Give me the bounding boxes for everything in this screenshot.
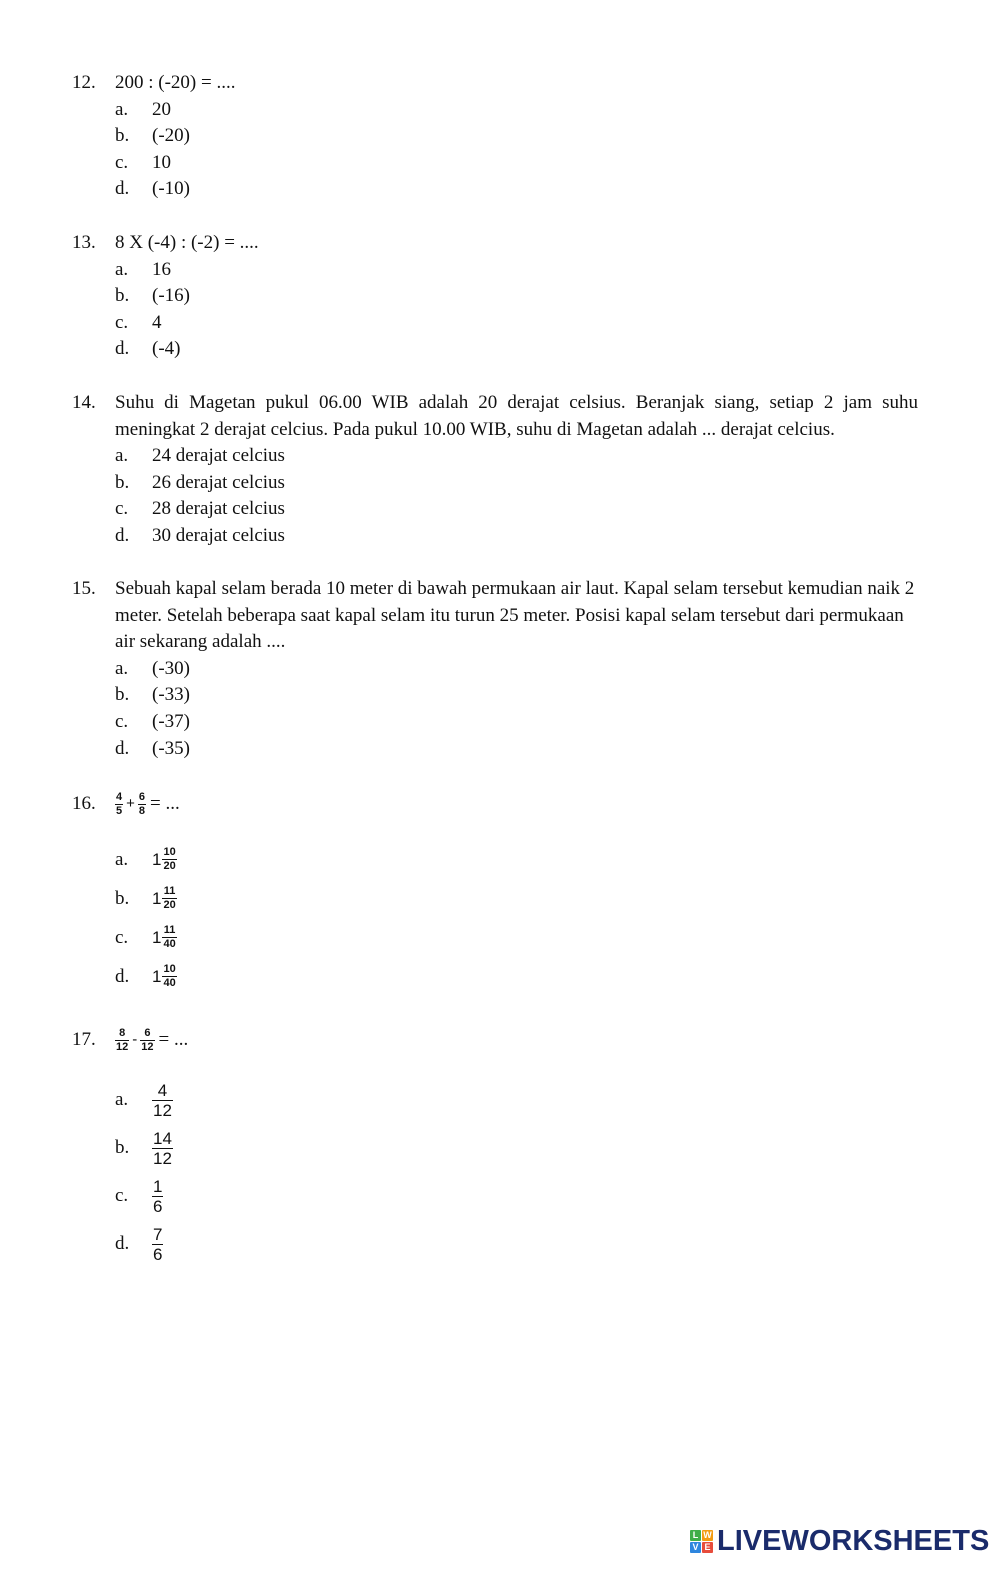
option-letter: b. [115, 285, 130, 307]
fraction: $\frac{7}{6}$ [153, 1224, 163, 1264]
option-d[interactable] [115, 336, 918, 363]
options-list [115, 656, 918, 762]
option-letter: a. [115, 657, 129, 679]
option-letter: c. [115, 151, 129, 173]
options-list [115, 257, 918, 363]
mixed-fraction: 1 $\frac{11}{40}$ [152, 924, 176, 950]
option-text: 16 [152, 258, 171, 280]
option-letter: d. [115, 1233, 130, 1254]
logo-mark-icon: L W V E [690, 1530, 713, 1553]
option-c[interactable] [115, 150, 918, 177]
option-text: (-16) [152, 285, 190, 307]
option-letter: d. [115, 737, 130, 759]
option-b[interactable] [115, 123, 918, 150]
option-a[interactable] [115, 443, 918, 470]
question-text: Suhu di Magetan pukul 06.00 WIB adalah 20 derajat celsius. Beranjak siang, setiap 2 jam suhu meningkat 2 derajat celcius. Pada pukul 10.00 WIB, suhu di Magetan adalah ... derajat celcius. [115, 392, 918, 440]
option-b[interactable] [115, 682, 918, 709]
logo-text: LIVEWORKSHEETS [717, 1525, 990, 1557]
option-c[interactable] [115, 310, 918, 337]
fraction: $\frac{6}{8}$ [138, 790, 146, 817]
option-letter: b. [115, 684, 130, 706]
question-text: 200 : (-20) = .... [115, 72, 236, 93]
option-text: (-4) [152, 338, 181, 360]
fraction: $\frac{8}{12}$ [116, 1026, 129, 1053]
option-letter: a. [115, 1089, 129, 1110]
question-15 [72, 576, 918, 762]
option-c[interactable] [115, 496, 918, 523]
option-a[interactable] [115, 257, 918, 284]
mixed-fraction: 1 $\frac{10}{40}$ [152, 963, 176, 989]
question-number: 14. [72, 392, 96, 413]
question-expression [115, 1027, 188, 1054]
option-letter: d. [115, 524, 130, 546]
option-d[interactable] [115, 1220, 918, 1268]
fraction: $\frac{4}{5}$ [116, 790, 123, 817]
option-letter: c. [115, 311, 129, 333]
question-number: 15. [72, 578, 96, 599]
fraction: $\frac{6}{12}$ [141, 1026, 154, 1053]
option-text: 30 derajat celcius [152, 524, 285, 546]
fraction: $\frac{14}{12}$ [153, 1128, 172, 1168]
option-text: 20 [152, 98, 171, 120]
mixed-fraction: 1 $\frac{10}{20}$ [152, 846, 176, 872]
question-17 [72, 1022, 918, 1268]
option-letter: b. [115, 1137, 130, 1158]
options-list [115, 1076, 918, 1268]
equals-tail: = ... [158, 1028, 189, 1050]
question-text: 8 X (-4) : (-2) = .... [115, 232, 259, 253]
option-text: (-30) [152, 657, 190, 679]
option-text: 26 derajat celcius [152, 471, 285, 493]
option-c[interactable] [115, 918, 918, 957]
option-d[interactable] [115, 176, 918, 203]
question-14 [72, 390, 918, 550]
fraction: $\frac{4}{12}$ [153, 1080, 172, 1120]
option-c[interactable] [115, 709, 918, 736]
question-expression [115, 791, 180, 818]
liveworksheets-logo [690, 1525, 989, 1558]
option-letter: b. [115, 887, 130, 909]
option-text: 24 derajat celcius [152, 445, 285, 467]
options-list [115, 97, 918, 203]
option-letter: b. [115, 471, 130, 493]
option-a[interactable] [115, 1076, 918, 1124]
option-text: 28 derajat celcius [152, 498, 285, 520]
option-a[interactable] [115, 97, 918, 124]
option-text: (-33) [152, 684, 190, 706]
option-a[interactable] [115, 656, 918, 683]
option-letter: a. [115, 98, 129, 120]
mixed-fraction: 1 $\frac{11}{20}$ [152, 885, 176, 911]
option-letter: d. [115, 178, 130, 200]
option-letter: a. [115, 445, 129, 467]
option-b[interactable] [115, 470, 918, 497]
question-13 [72, 230, 918, 363]
option-text: (-35) [152, 737, 190, 759]
option-b[interactable] [115, 283, 918, 310]
question-number: 12. [72, 72, 96, 93]
option-letter: a. [115, 258, 129, 280]
option-letter: c. [115, 1185, 129, 1206]
option-c[interactable] [115, 1172, 918, 1220]
equals-tail: = ... [150, 792, 180, 814]
option-letter: d. [115, 965, 130, 987]
option-text: (-37) [152, 710, 190, 732]
option-text: 4 [152, 311, 162, 333]
options-list [115, 840, 918, 996]
question-16 [72, 786, 918, 996]
option-letter: c. [115, 926, 129, 948]
operator: + [126, 794, 135, 812]
option-letter: c. [115, 498, 129, 520]
option-letter: c. [115, 710, 129, 732]
options-list [115, 443, 918, 549]
question-number: 13. [72, 232, 96, 253]
fraction: $\frac{1}{6}$ [153, 1176, 163, 1216]
option-b[interactable] [115, 879, 918, 918]
option-text: 10 [152, 151, 171, 173]
option-letter: a. [115, 848, 129, 870]
question-number: 16. [72, 792, 96, 814]
option-text: (-20) [152, 125, 190, 147]
option-d[interactable] [115, 736, 918, 763]
option-text: (-10) [152, 178, 190, 200]
operator: - [132, 1030, 138, 1048]
question-12 [72, 70, 918, 203]
option-d[interactable] [115, 957, 918, 996]
question-number: 17. [72, 1028, 96, 1050]
question-text: Sebuah kapal selam berada 10 meter di bawah permukaan air laut. Kapal selam tersebut kemudian naik 2 meter. Setelah beberapa saat kapal selam itu turun 25 meter. Posisi kapal selam tersebut dari permukaan air sekarang adalah .... [115, 578, 915, 653]
option-letter: d. [115, 338, 130, 360]
option-d[interactable] [115, 523, 918, 550]
option-letter: b. [115, 125, 130, 147]
option-b[interactable] [115, 1124, 918, 1172]
option-a[interactable] [115, 840, 918, 879]
